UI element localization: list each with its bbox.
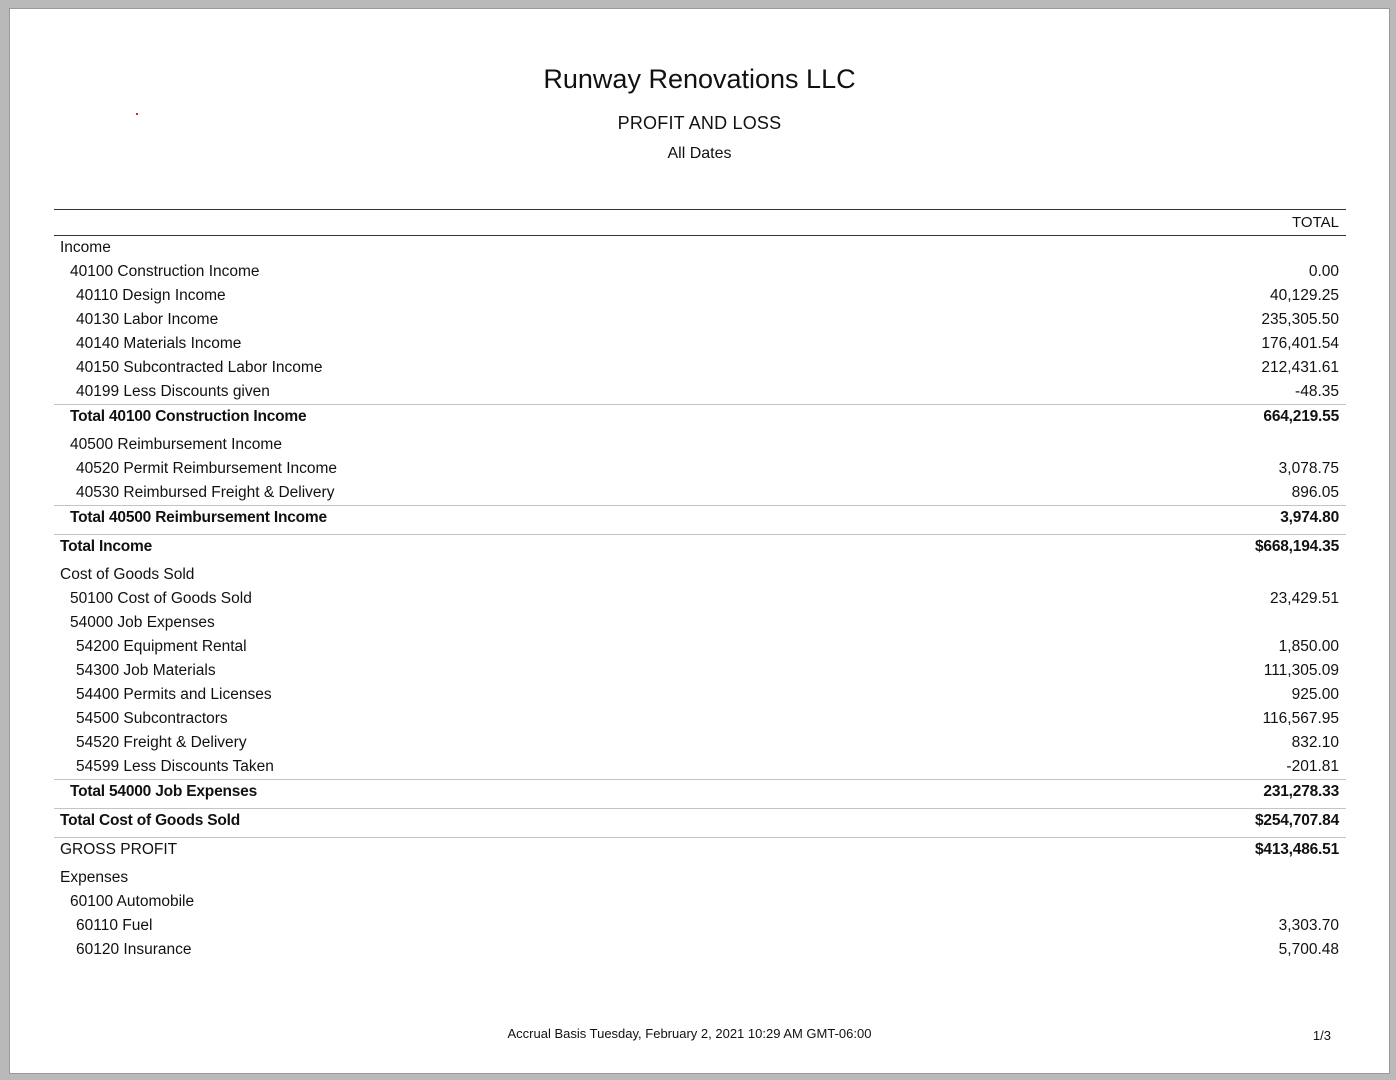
row-label: 54200 Equipment Rental — [76, 638, 247, 655]
column-header-total: TOTAL — [54, 210, 1346, 236]
row-amount: 0.00 — [1308, 263, 1339, 280]
row-amount: 896.05 — [1291, 484, 1339, 501]
total-row — [54, 404, 1346, 429]
row-amount: 832.10 — [1291, 734, 1339, 751]
gross-row — [54, 837, 1346, 862]
row-amount: 231,278.33 — [1263, 783, 1339, 800]
report-rows — [54, 236, 1346, 962]
row-amount: 925.00 — [1291, 686, 1339, 703]
row-amount: $413,486.51 — [1255, 841, 1339, 858]
account-row — [54, 659, 1346, 683]
account-row — [54, 308, 1346, 332]
report-title: PROFIT AND LOSS — [617, 113, 782, 133]
row-label: 60110 Fuel — [76, 917, 153, 934]
row-amount: 3,078.75 — [1278, 460, 1339, 477]
report-page — [9, 8, 1390, 1074]
account-row — [54, 707, 1346, 731]
row-label: 40199 Less Discounts given — [76, 383, 270, 400]
account-row — [54, 332, 1346, 356]
report-date-range: All Dates — [667, 145, 732, 162]
row-amount: $668,194.35 — [1255, 538, 1339, 555]
row-label: Total Cost of Goods Sold — [60, 812, 241, 829]
row-label: 40150 Subcontracted Labor Income — [76, 359, 323, 376]
account-row — [54, 457, 1346, 481]
row-amount: 212,431.61 — [1261, 359, 1339, 376]
row-label: Total 54000 Job Expenses — [70, 783, 258, 800]
account-row — [54, 938, 1346, 962]
row-label: Income — [60, 239, 111, 256]
account-row — [54, 433, 1346, 457]
account-row — [54, 284, 1346, 308]
company-name: Runway Renovations LLC — [543, 64, 856, 94]
row-label: 40500 Reimbursement Income — [70, 436, 282, 453]
row-label: GROSS PROFIT — [60, 841, 178, 858]
row-label: 40100 Construction Income — [70, 263, 260, 280]
report-footer: Accrual Basis Tuesday, February 2, 2021 10:29 AM GMT-06:00 — [507, 1026, 872, 1041]
section-header-row — [54, 866, 1346, 890]
row-amount: 176,401.54 — [1261, 335, 1339, 352]
page-number: 1/3 — [1312, 1028, 1331, 1043]
account-row — [54, 731, 1346, 755]
row-label: 60100 Automobile — [70, 893, 195, 910]
account-row — [54, 380, 1346, 404]
row-label: 54300 Job Materials — [76, 662, 216, 679]
row-label: 40130 Labor Income — [76, 311, 219, 328]
account-row — [54, 890, 1346, 914]
grand-row — [54, 808, 1346, 833]
row-amount: 23,429.51 — [1270, 590, 1339, 607]
account-row — [54, 611, 1346, 635]
account-row — [54, 683, 1346, 707]
row-label: 54500 Subcontractors — [76, 710, 228, 727]
row-label: Cost of Goods Sold — [60, 566, 195, 583]
row-amount: -201.81 — [1286, 758, 1339, 775]
row-label: 40520 Permit Reimbursement Income — [76, 460, 338, 477]
row-label: Total 40100 Construction Income — [70, 408, 307, 425]
row-amount: -48.35 — [1295, 383, 1339, 400]
row-amount: 111,305.09 — [1263, 662, 1339, 679]
account-row — [54, 356, 1346, 380]
row-label: Expenses — [60, 869, 129, 886]
row-amount: 3,974.80 — [1280, 509, 1339, 526]
section-header-row — [54, 563, 1346, 587]
row-label: 54520 Freight & Delivery — [76, 734, 247, 751]
row-amount: 5,700.48 — [1278, 941, 1339, 958]
row-label: Total Income — [60, 538, 153, 555]
row-amount: 235,305.50 — [1261, 311, 1339, 328]
row-amount: 3,303.70 — [1278, 917, 1339, 934]
grand-row — [54, 534, 1346, 559]
account-row — [54, 587, 1346, 611]
row-label: 54400 Permits and Licenses — [76, 686, 272, 703]
account-row — [54, 635, 1346, 659]
section-header-row — [54, 236, 1346, 260]
report-table — [54, 209, 1346, 962]
row-amount: 40,129.25 — [1270, 287, 1339, 304]
account-row — [54, 260, 1346, 284]
row-label: 60120 Insurance — [76, 941, 192, 958]
row-label: 40110 Design Income — [76, 287, 226, 304]
row-label: 54000 Job Expenses — [70, 614, 215, 631]
account-row — [54, 914, 1346, 938]
account-row — [54, 755, 1346, 779]
row-label: Total 40500 Reimbursement Income — [70, 509, 327, 526]
row-amount: 664,219.55 — [1263, 408, 1339, 425]
row-label: 40530 Reimbursed Freight & Delivery — [76, 484, 335, 501]
row-amount: 116,567.95 — [1262, 710, 1339, 727]
row-amount: 1,850.00 — [1278, 638, 1339, 655]
row-label: 50100 Cost of Goods Sold — [70, 590, 252, 607]
total-row — [54, 505, 1346, 530]
total-row — [54, 779, 1346, 804]
row-label: 54599 Less Discounts Taken — [76, 758, 274, 775]
account-row — [54, 481, 1346, 505]
row-amount: $254,707.84 — [1255, 812, 1339, 829]
row-label: 40140 Materials Income — [76, 335, 242, 352]
